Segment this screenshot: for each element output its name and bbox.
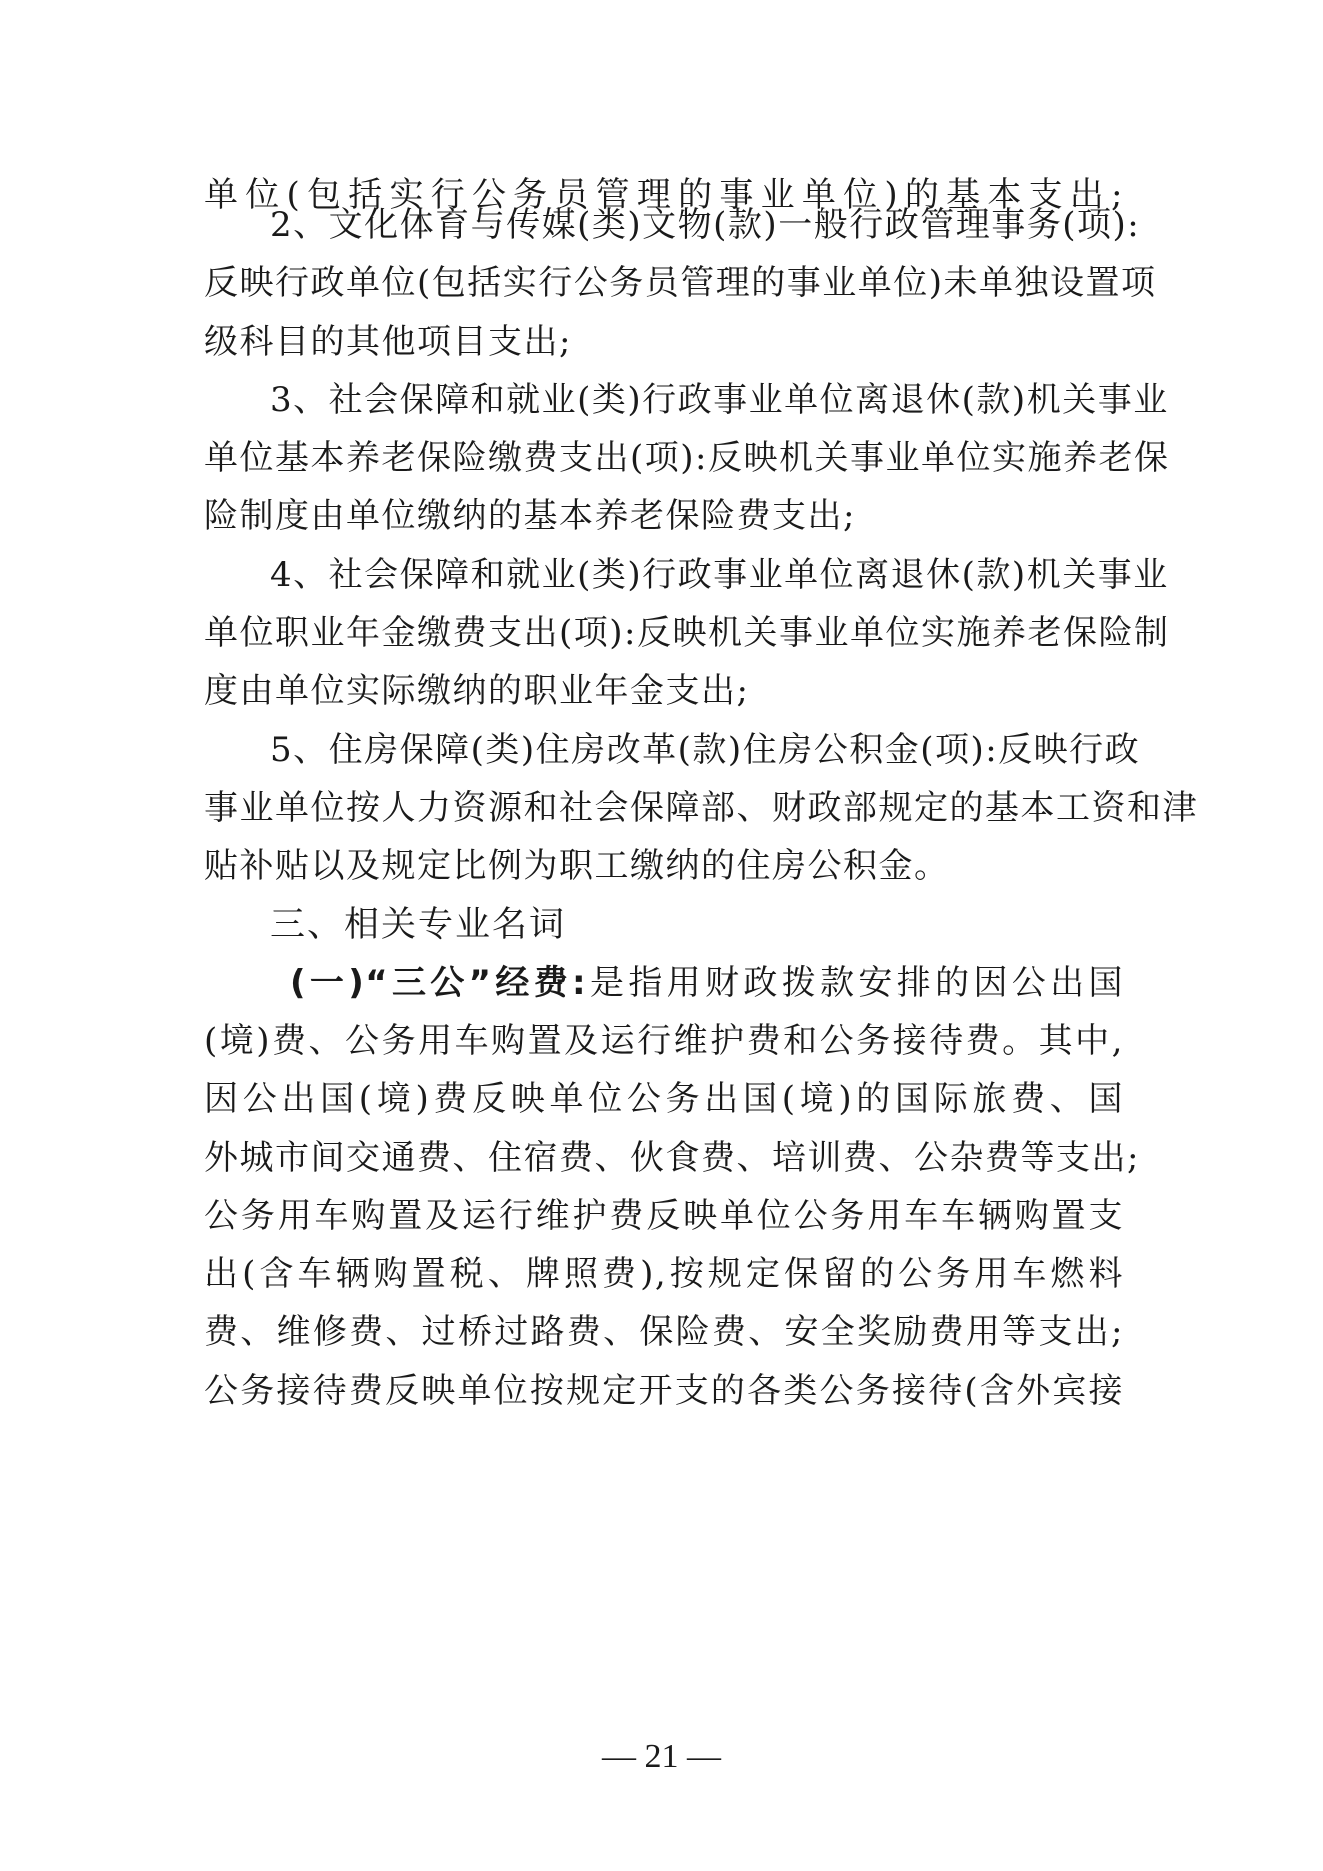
text-line: 费、维修费、过桥过路费、保险费、安全奖励费用等支出; — [204, 1312, 1124, 1352]
page-number: — 21 — — [602, 1738, 721, 1775]
text-line: (境)费、公务用车购置及运行维护费和公务接待费。其中, — [204, 1021, 1124, 1061]
term-definition-line — [290, 953, 1124, 1013]
term-definition-start: 是指用财政拨款安排的因公出国 — [587, 963, 1124, 1003]
text-line: 出(含车辆购置税、牌照费),按规定保留的公务用车燃料 — [204, 1254, 1124, 1294]
text-line: 单位(包括实行公务员管理的事业单位)的基本支出; — [204, 175, 1124, 215]
text-line: 单位基本养老保险缴费支出(项):反映机关事业单位实施养老保 — [204, 438, 1170, 478]
text-line: 外城市间交通费、住宿费、伙食费、培训费、公杂费等支出; — [204, 1138, 1140, 1178]
text-line: 事业单位按人力资源和社会保障部、财政部规定的基本工资和津 — [204, 788, 1198, 828]
text-line: 5、住房保障(类)住房改革(款)住房公积金(项):反映行政 — [270, 730, 1141, 770]
text-line: 级科目的其他项目支出; — [204, 322, 572, 362]
text-line: 险制度由单位缴纳的基本养老保险费支出; — [204, 496, 856, 536]
text-line: 4、社会保障和就业(类)行政事业单位离退休(款)机关事业 — [270, 555, 1169, 595]
text-line: 度由单位实际缴纳的职业年金支出; — [204, 671, 750, 711]
section-heading: 三、相关专业名词 — [270, 905, 567, 945]
text-line: 反映行政单位(包括实行公务员管理的事业单位)未单独设置项 — [204, 263, 1157, 303]
text-line: 单位职业年金缴费支出(项):反映机关事业单位实施养老保险制 — [204, 613, 1170, 653]
text-line: 公务接待费反映单位按规定开支的各类公务接待(含外宾接 — [204, 1371, 1124, 1411]
term-label: (一)“三公”经费: — [290, 963, 588, 1003]
text-line: 贴补贴以及规定比例为职工缴纳的住房公积金。 — [204, 846, 950, 886]
text-line: 3、社会保障和就业(类)行政事业单位离退休(款)机关事业 — [270, 380, 1169, 420]
text-line: 公务用车购置及运行维护费反映单位公务用车车辆购置支 — [204, 1196, 1124, 1236]
text-line: 因公出国(境)费反映单位公务出国(境)的国际旅费、国 — [204, 1079, 1124, 1119]
text-line: 2、文化体育与传媒(类)文物(款)一般行政管理事务(项): — [270, 205, 1141, 245]
